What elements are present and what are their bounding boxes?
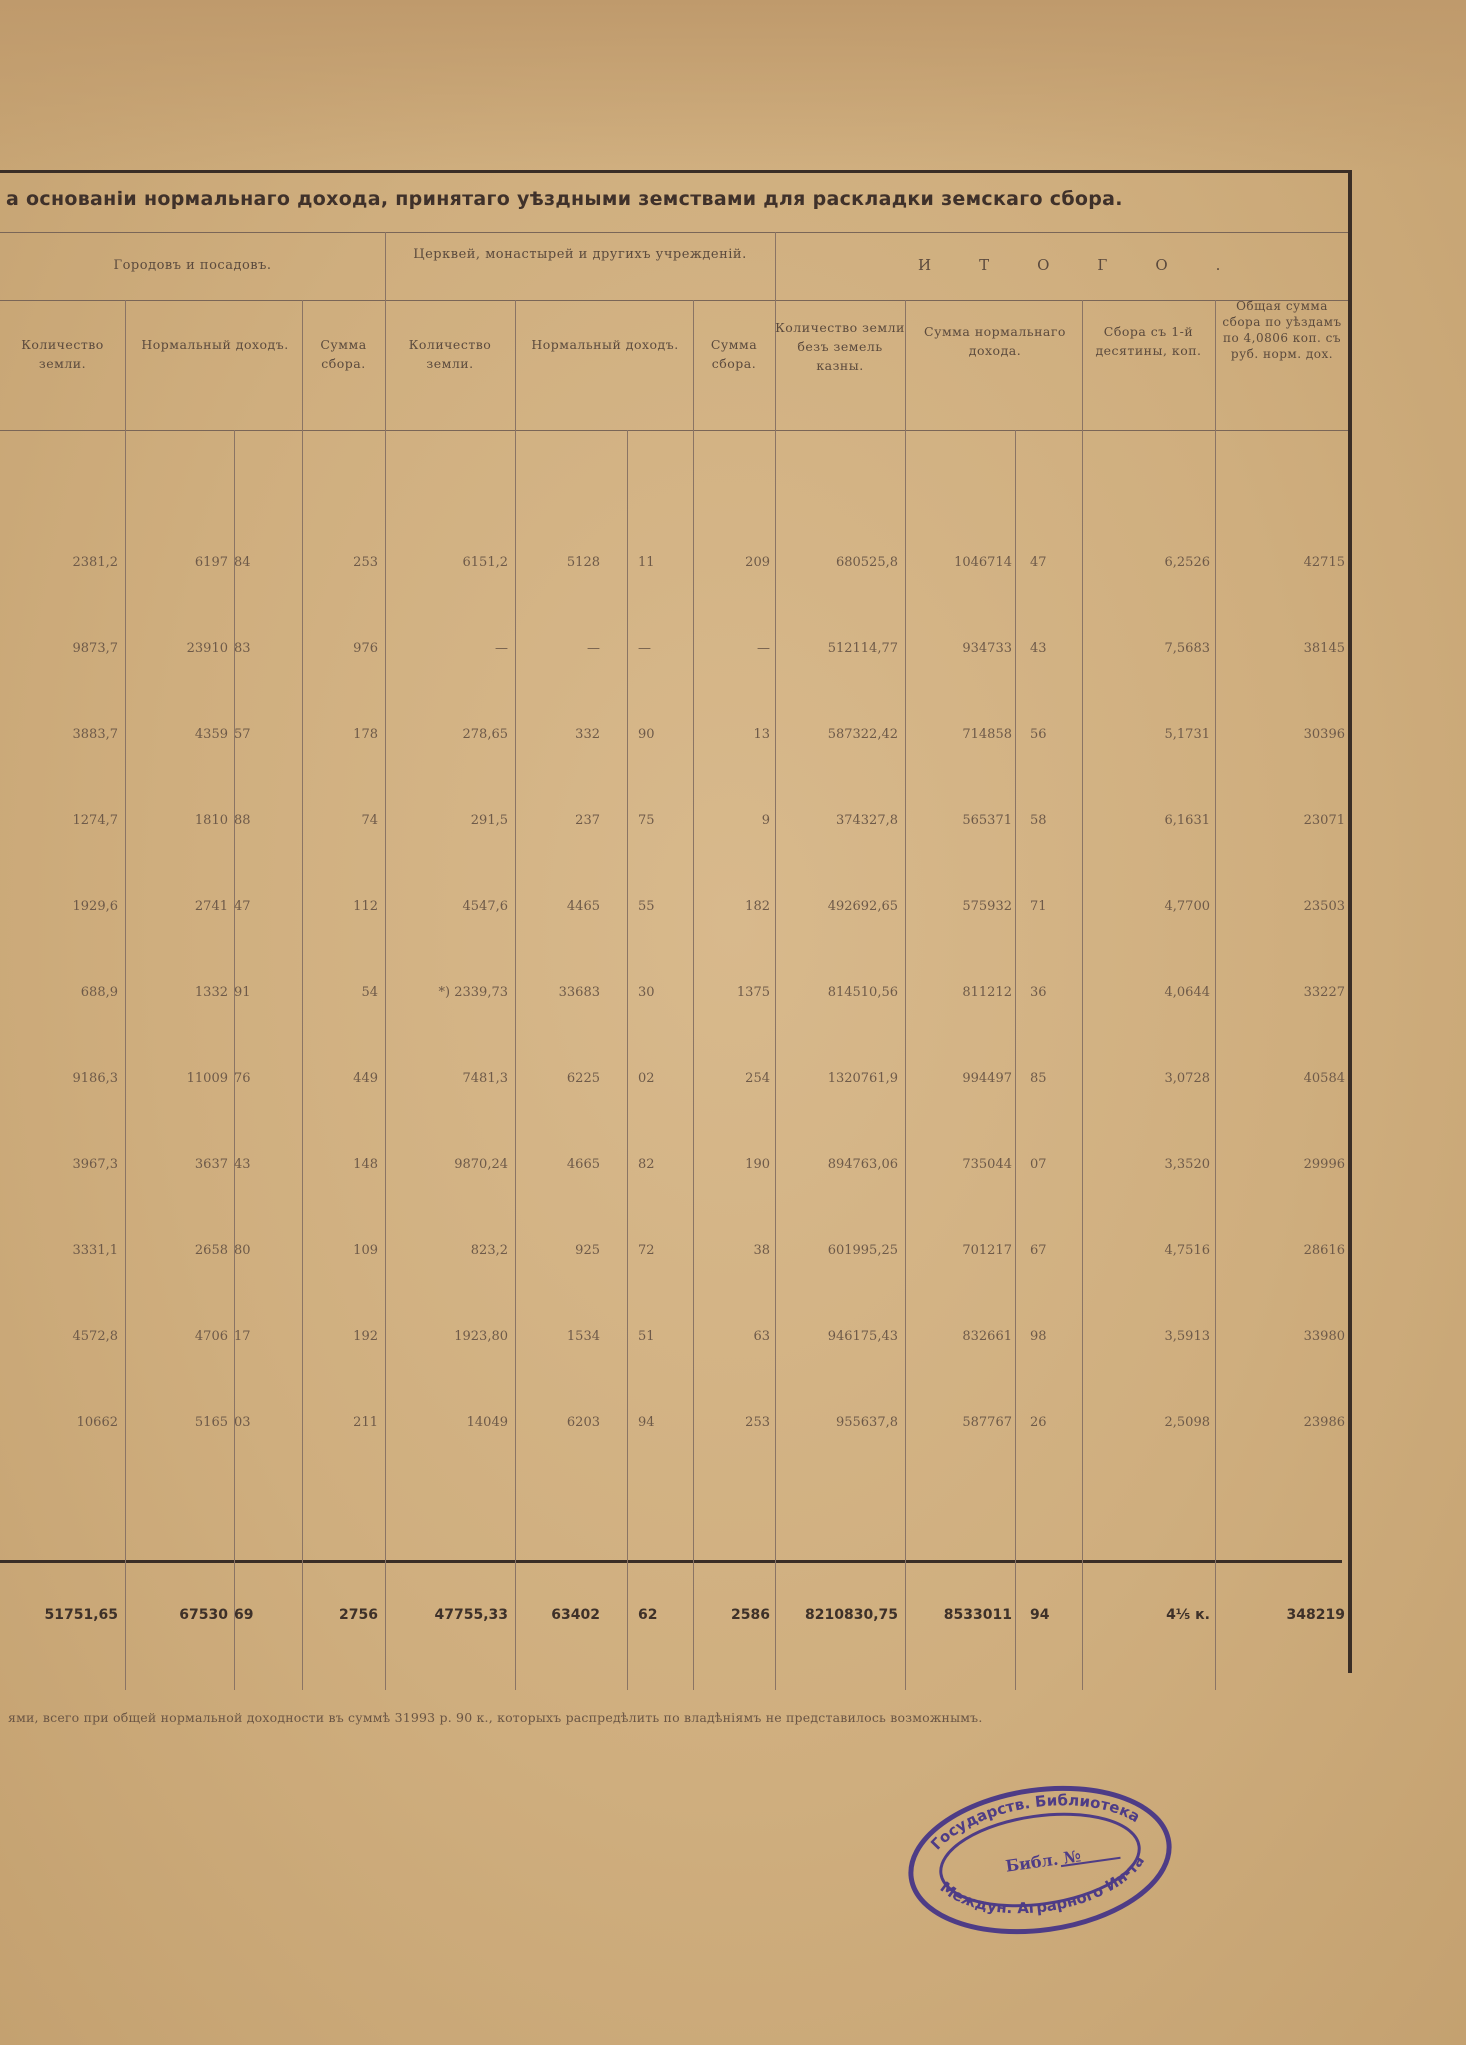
cell-income-towns-rub: 4706 bbox=[194, 1329, 228, 1344]
column-header-land-total: Количество земли безъ земель казны. bbox=[775, 320, 905, 373]
cell-per-desyatina: 3,0728 bbox=[1164, 1071, 1210, 1086]
cell-income-towns-rub: 1332 bbox=[194, 985, 228, 1000]
cell-land-total: 374327,8 bbox=[835, 813, 898, 828]
col-divider bbox=[627, 430, 628, 1690]
svg-text:Междун. Аграрного Ин-та: Междун. Аграрного Ин-та bbox=[936, 1852, 1149, 1918]
cell-income-total-rub: 575932 bbox=[962, 899, 1012, 914]
cell-income-towns-rub: 5165 bbox=[194, 1415, 228, 1430]
cell-income-churches-rub: 33683 bbox=[558, 985, 600, 1000]
svg-text:Библ. №: Библ. № bbox=[1004, 1846, 1083, 1876]
cell-sum-churches: 13 bbox=[753, 727, 770, 742]
cell-sum-towns: 253 bbox=[353, 555, 378, 570]
cell-land-total: 814510,56 bbox=[827, 985, 898, 1000]
cell-land-total: 1320761,9 bbox=[827, 1071, 898, 1086]
col-divider bbox=[1082, 300, 1083, 1690]
col-divider bbox=[905, 300, 906, 1690]
total-income-churches-kop: 62 bbox=[638, 1607, 658, 1623]
cell-income-towns-kop: 83 bbox=[234, 641, 251, 656]
cell-total-sum: 29996 bbox=[1303, 1157, 1345, 1172]
group-rule-churches bbox=[385, 300, 775, 301]
cell-sum-churches: 253 bbox=[745, 1415, 770, 1430]
cell-sum-towns: 192 bbox=[353, 1329, 378, 1344]
cell-income-churches-rub: 1534 bbox=[566, 1329, 600, 1344]
cell-income-churches-kop: 94 bbox=[638, 1415, 655, 1430]
cell-land-towns: 688,9 bbox=[80, 985, 118, 1000]
cell-land-total: 512114,77 bbox=[827, 641, 898, 656]
cell-land-towns: 9186,3 bbox=[72, 1071, 118, 1086]
cell-income-total-kop: 67 bbox=[1030, 1243, 1047, 1258]
cell-total-sum: 23503 bbox=[1303, 899, 1345, 914]
cell-total-sum: 38145 bbox=[1303, 641, 1345, 656]
cell-land-churches: 14049 bbox=[466, 1415, 508, 1430]
cell-sum-churches: 1375 bbox=[736, 985, 770, 1000]
cell-income-churches-rub: 4665 bbox=[566, 1157, 600, 1172]
cell-total-sum: 40584 bbox=[1303, 1071, 1345, 1086]
cell-land-total: 587322,42 bbox=[827, 727, 898, 742]
total-sum-churches: 2586 bbox=[731, 1607, 770, 1623]
cell-land-total: 601995,25 bbox=[827, 1243, 898, 1258]
cell-per-desyatina: 3,3520 bbox=[1164, 1157, 1210, 1172]
cell-income-total-rub: 1046714 bbox=[954, 555, 1012, 570]
cell-income-total-rub: 587767 bbox=[962, 1415, 1012, 1430]
cell-total-sum: 33980 bbox=[1303, 1329, 1345, 1344]
cell-land-churches: 291,5 bbox=[470, 813, 508, 828]
cell-land-churches: 1923,80 bbox=[454, 1329, 508, 1344]
cell-sum-churches: 63 bbox=[753, 1329, 770, 1344]
cell-income-churches-kop: 11 bbox=[638, 555, 655, 570]
cell-income-towns-kop: 43 bbox=[234, 1157, 251, 1172]
total-income-towns-rub: 67530 bbox=[179, 1607, 228, 1623]
cell-income-total-kop: 58 bbox=[1030, 813, 1047, 828]
column-header-income-churches: Нормальный доходъ. bbox=[531, 337, 679, 352]
cell-land-towns: 3967,3 bbox=[72, 1157, 118, 1172]
col-divider bbox=[1015, 430, 1016, 1690]
cell-land-towns: 4572,8 bbox=[72, 1329, 118, 1344]
col-divider bbox=[1215, 300, 1216, 1690]
cell-sum-towns: 211 bbox=[353, 1415, 378, 1430]
cell-income-total-rub: 735044 bbox=[962, 1157, 1012, 1172]
col-divider bbox=[693, 300, 694, 1690]
cell-income-towns-rub: 3637 bbox=[194, 1157, 228, 1172]
cell-income-towns-rub: 6197 bbox=[194, 555, 228, 570]
cell-per-desyatina: 4,0644 bbox=[1164, 985, 1210, 1000]
total-income-towns-kop: 69 bbox=[234, 1607, 254, 1623]
cell-sum-towns: 109 bbox=[353, 1243, 378, 1258]
cell-income-total-rub: 701217 bbox=[962, 1243, 1012, 1258]
cell-income-total-kop: 56 bbox=[1030, 727, 1047, 742]
cell-land-towns: 3331,1 bbox=[72, 1243, 118, 1258]
cell-land-churches: — bbox=[495, 641, 508, 656]
column-header-land-towns: Количество земли. bbox=[21, 337, 104, 371]
cell-income-churches-rub: 4465 bbox=[566, 899, 600, 914]
cell-income-churches-rub: — bbox=[587, 641, 600, 656]
totals-rule bbox=[0, 1560, 1342, 1563]
cell-income-total-kop: 07 bbox=[1030, 1157, 1047, 1172]
cell-land-churches: 823,2 bbox=[470, 1243, 508, 1258]
cell-income-towns-kop: 91 bbox=[234, 985, 251, 1000]
cell-income-towns-kop: 84 bbox=[234, 555, 251, 570]
cell-income-towns-kop: 80 bbox=[234, 1243, 251, 1258]
cell-land-churches: 7481,3 bbox=[462, 1071, 508, 1086]
cell-per-desyatina: 6,1631 bbox=[1164, 813, 1210, 828]
cell-total-sum: 33227 bbox=[1303, 985, 1345, 1000]
table-frame bbox=[0, 170, 1352, 1673]
total-land-towns: 51751,65 bbox=[44, 1607, 118, 1623]
cell-land-churches: *) 2339,73 bbox=[438, 985, 508, 1000]
svg-text:Государств. Библиотека: Государств. Библиотека bbox=[927, 1791, 1144, 1854]
total-income-total-rub: 8533011 bbox=[943, 1607, 1012, 1623]
cell-per-desyatina: 4,7700 bbox=[1164, 899, 1210, 914]
cell-income-towns-rub: 11009 bbox=[186, 1071, 228, 1086]
col-divider bbox=[775, 232, 776, 1690]
cell-income-total-kop: 71 bbox=[1030, 899, 1047, 914]
cell-land-towns: 10662 bbox=[76, 1415, 118, 1430]
total-total-sum: 348219 bbox=[1286, 1607, 1345, 1623]
total-land-total: 8210830,75 bbox=[805, 1607, 898, 1623]
cell-income-total-rub: 994497 bbox=[962, 1071, 1012, 1086]
page-edge-shading bbox=[0, 0, 1466, 170]
cell-total-sum: 28616 bbox=[1303, 1243, 1345, 1258]
total-land-churches: 47755,33 bbox=[434, 1607, 508, 1623]
cell-land-towns: 1274,7 bbox=[72, 813, 118, 828]
cell-income-churches-kop: 51 bbox=[638, 1329, 655, 1344]
library-stamp bbox=[896, 1767, 1184, 1953]
cell-sum-churches: 9 bbox=[761, 813, 770, 828]
cell-per-desyatina: 3,5913 bbox=[1164, 1329, 1210, 1344]
cell-income-churches-kop: 90 bbox=[638, 727, 655, 742]
cell-income-churches-rub: 237 bbox=[575, 813, 600, 828]
cell-income-churches-kop: 55 bbox=[638, 899, 655, 914]
cell-land-churches: 6151,2 bbox=[462, 555, 508, 570]
cell-sum-towns: 976 bbox=[353, 641, 378, 656]
col-divider bbox=[234, 430, 235, 1690]
col-divider bbox=[125, 300, 126, 1690]
cell-sum-churches: — bbox=[757, 641, 770, 656]
cell-land-total: 680525,8 bbox=[835, 555, 898, 570]
cell-income-towns-kop: 57 bbox=[234, 727, 251, 742]
cell-sum-towns: 148 bbox=[353, 1157, 378, 1172]
cell-income-towns-rub: 1810 bbox=[194, 813, 228, 828]
total-per-desyatina: 4⅕ к. bbox=[1166, 1607, 1210, 1623]
cell-land-total: 946175,43 bbox=[827, 1329, 898, 1344]
cell-income-total-rub: 811212 bbox=[962, 985, 1012, 1000]
cell-income-churches-rub: 332 bbox=[575, 727, 600, 742]
cell-total-sum: 30396 bbox=[1303, 727, 1345, 742]
cell-income-total-kop: 47 bbox=[1030, 555, 1047, 570]
cell-sum-churches: 182 bbox=[745, 899, 770, 914]
cell-sum-towns: 74 bbox=[361, 813, 378, 828]
cell-income-towns-kop: 47 bbox=[234, 899, 251, 914]
total-income-total-kop: 94 bbox=[1030, 1607, 1050, 1623]
cell-land-churches: 278,65 bbox=[462, 727, 508, 742]
column-header-rule bbox=[0, 430, 1348, 431]
column-header-land-churches: Количество земли. bbox=[408, 337, 492, 371]
cell-total-sum: 23071 bbox=[1303, 813, 1345, 828]
cell-land-total: 955637,8 bbox=[835, 1415, 898, 1430]
cell-income-churches-kop: 82 bbox=[638, 1157, 655, 1172]
cell-per-desyatina: 6,2526 bbox=[1164, 555, 1210, 570]
cell-sum-towns: 178 bbox=[353, 727, 378, 742]
cell-income-total-kop: 98 bbox=[1030, 1329, 1047, 1344]
cell-sum-churches: 254 bbox=[745, 1071, 770, 1086]
cell-income-churches-rub: 925 bbox=[575, 1243, 600, 1258]
cell-land-towns: 9873,7 bbox=[72, 641, 118, 656]
cell-income-total-kop: 85 bbox=[1030, 1071, 1047, 1086]
cell-income-churches-kop: 72 bbox=[638, 1243, 655, 1258]
cell-income-total-rub: 934733 bbox=[962, 641, 1012, 656]
cell-income-towns-rub: 2658 bbox=[194, 1243, 228, 1258]
cell-land-towns: 2381,2 bbox=[72, 555, 118, 570]
column-header-sum-churches: Сумма сбора. bbox=[710, 337, 758, 371]
cell-total-sum: 23986 bbox=[1303, 1415, 1345, 1430]
group-rule-towns bbox=[0, 300, 385, 301]
cell-income-total-rub: 832661 bbox=[962, 1329, 1012, 1344]
cell-income-churches-rub: 5128 bbox=[566, 555, 600, 570]
cell-income-total-kop: 26 bbox=[1030, 1415, 1047, 1430]
cell-sum-towns: 449 bbox=[353, 1071, 378, 1086]
cell-total-sum: 42715 bbox=[1303, 555, 1345, 570]
col-divider bbox=[302, 300, 303, 1690]
total-sum-towns: 2756 bbox=[339, 1607, 378, 1623]
cell-per-desyatina: 2,5098 bbox=[1164, 1415, 1210, 1430]
cell-per-desyatina: 5,1731 bbox=[1164, 727, 1210, 742]
cell-income-churches-rub: 6225 bbox=[566, 1071, 600, 1086]
group-header-towns: Городовъ и посадовъ. bbox=[113, 258, 272, 273]
col-divider bbox=[385, 232, 386, 1690]
group-header-itogo: ИТОГО. bbox=[918, 256, 1269, 274]
cell-income-churches-kop: 75 bbox=[638, 813, 655, 828]
cell-income-total-kop: 43 bbox=[1030, 641, 1047, 656]
cell-land-total: 492692,65 bbox=[827, 899, 898, 914]
cell-income-total-rub: 714858 bbox=[962, 727, 1012, 742]
cell-per-desyatina: 7,5683 bbox=[1164, 641, 1210, 656]
cell-income-churches-kop: 02 bbox=[638, 1071, 655, 1086]
cell-income-towns-rub: 4359 bbox=[194, 727, 228, 742]
cell-land-total: 894763,06 bbox=[827, 1157, 898, 1172]
cell-income-towns-kop: 88 bbox=[234, 813, 251, 828]
cell-income-towns-kop: 03 bbox=[234, 1415, 251, 1430]
cell-income-churches-kop: 30 bbox=[638, 985, 655, 1000]
column-header-per-desyatina: Сбора съ 1-й десятины, коп. bbox=[1095, 324, 1202, 358]
column-header-total-sum: Общая сумма сбора по уѣздамъ по 4,0806 коп. съ руб. норм. дох. bbox=[1222, 299, 1342, 361]
cell-income-towns-rub: 23910 bbox=[186, 641, 228, 656]
cell-income-towns-rub: 2741 bbox=[194, 899, 228, 914]
cell-income-total-rub: 565371 bbox=[962, 813, 1012, 828]
cell-income-towns-kop: 17 bbox=[234, 1329, 251, 1344]
cell-income-churches-rub: 6203 bbox=[566, 1415, 600, 1430]
cell-sum-towns: 112 bbox=[353, 899, 378, 914]
cell-income-total-kop: 36 bbox=[1030, 985, 1047, 1000]
column-header-income-total: Сумма нормальнаго дохода. bbox=[924, 324, 1066, 358]
cell-land-towns: 3883,7 bbox=[72, 727, 118, 742]
column-header-sum-towns: Сумма сбора. bbox=[320, 337, 367, 371]
cell-sum-churches: 209 bbox=[745, 555, 770, 570]
footnote: ями, всего при общей нормальной доходности въ суммѣ 31993 р. 90 к., которыхъ распредѣлить по владѣніямъ не представилось возможнымъ. bbox=[8, 1710, 983, 1725]
cell-land-churches: 9870,24 bbox=[454, 1157, 508, 1172]
group-header-churches: Церквей, монастырей и другихъ учрежденій. bbox=[413, 247, 747, 262]
cell-sum-towns: 54 bbox=[361, 985, 378, 1000]
total-income-churches-rub: 63402 bbox=[551, 1607, 600, 1623]
column-header-income-towns: Нормальный доходъ. bbox=[141, 337, 289, 352]
cell-per-desyatina: 4,7516 bbox=[1164, 1243, 1210, 1258]
cell-income-churches-kop: — bbox=[638, 641, 651, 656]
header-rule bbox=[0, 232, 1348, 233]
page-title: а основаніи нормальнаго дохода, принятаго уѣздными земствами для раскладки земскаго сбора. bbox=[6, 188, 1123, 210]
cell-land-towns: 1929,6 bbox=[72, 899, 118, 914]
cell-sum-churches: 38 bbox=[753, 1243, 770, 1258]
cell-sum-churches: 190 bbox=[745, 1157, 770, 1172]
cell-income-towns-kop: 76 bbox=[234, 1071, 251, 1086]
cell-land-churches: 4547,6 bbox=[462, 899, 508, 914]
col-divider bbox=[515, 300, 516, 1690]
